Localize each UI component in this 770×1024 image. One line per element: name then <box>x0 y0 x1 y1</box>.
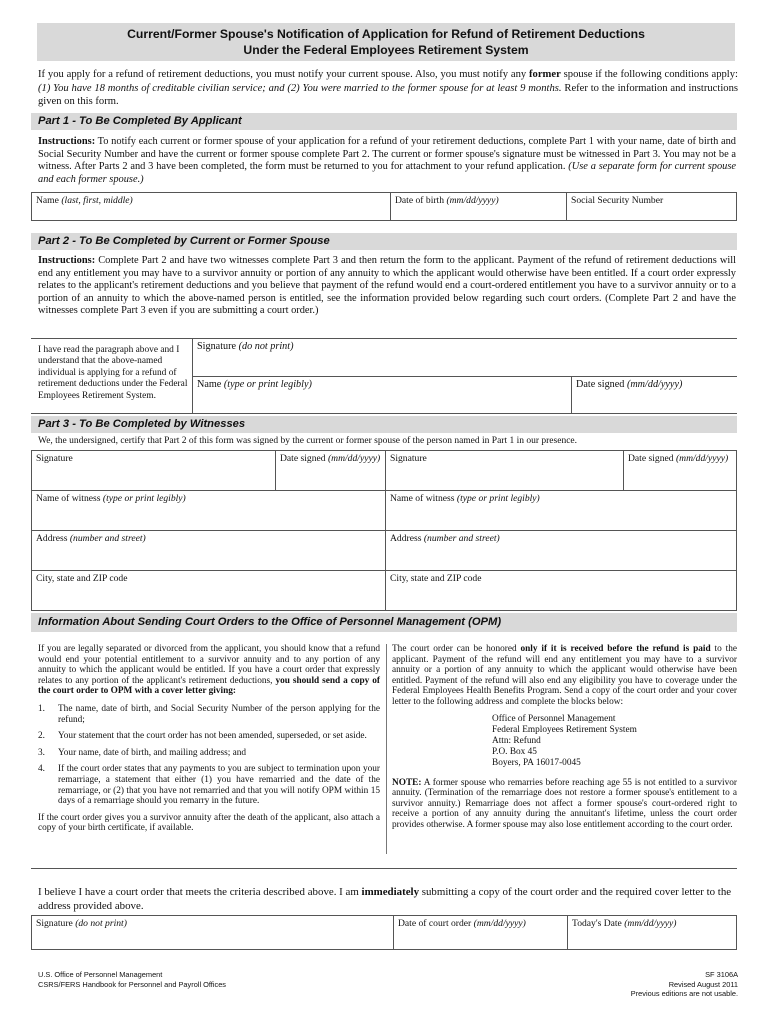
right-bold: only if it is received before the refund is paid <box>520 644 711 654</box>
revision-date: Revised August 2011 <box>668 979 738 989</box>
part2-instr-label: Instructions: <box>38 255 96 266</box>
court-order-left-column <box>38 644 380 834</box>
intro-bold-former: former <box>529 69 561 80</box>
list-item-text: Your statement that the court order has not been amended, superseded, or set aside. <box>58 731 367 742</box>
witness-certification: We, the undersigned, certify that Part 2 of this form was signed by the current or former spouse of the person named in Part 1 in our presence. <box>38 436 577 446</box>
acknowledgement-text: I have read the paragraph above and I understand that the above-named individual is applying for a refund of retirement deductions under the Federal Employees Retirement System. <box>38 345 188 401</box>
address-line: P.O. Box 45 <box>492 747 537 758</box>
witness1-signature-field[interactable] <box>32 451 276 491</box>
address-line: Attn: Refund <box>492 735 541 746</box>
intro-text-a: If you apply for a refund of retirement deductions, you must notify your current spouse. Also, you must notify any <box>38 69 530 80</box>
witness1-signature-label: Signature <box>36 453 73 464</box>
list-item-number: 4. <box>38 764 45 775</box>
left-intro-text: If you are legally separated or divorced from the applicant, you should know that a refund would end your potential entitlement to a survivor annuity and to any portion of any annuity to which the applicant would be entitled. If you have a court order that expressly relates to any portion of the applicant's retirement deductions, <box>38 644 380 686</box>
address-line: Boyers, PA 16017-0045 <box>492 758 581 769</box>
todays-date-hint: (mm/dd/yyyy) <box>624 918 677 929</box>
witness1-date-hint: (mm/dd/yyyy) <box>327 453 381 464</box>
spouse-date-hint: (mm/dd/yyyy) <box>626 379 683 390</box>
list-item <box>38 748 380 759</box>
part1-fields <box>31 192 737 221</box>
right-text-b: to the applicant. Payment of the refund will end any entitlement you may have to a survivor annuity or a portion of any annuity to which the applicant would otherwise have been entitled. Payment of the refund will also end any eligibility you have to coverage under the Federal Employees Health Benefits Program. Send a copy of the court order and your cover letter to the following address and complete the blocks below: <box>392 644 737 707</box>
spouse-name-hint: (type or print legibly) <box>223 379 312 390</box>
spouse-signature-hint: (do not print) <box>238 341 294 352</box>
part1-instr-text: To notify each current or former spouse of your application for a refund of your retirement deductions, complete Part 1 with your name, date of birth and Social Security Number and have the current or former spouse complete Part 2. The current or former spouse's signature must be witnessed in Part 3. You may not be a witness. After Parts 2 and 3 have been completed, the form must be returned to you for attachment to your refund application. <box>38 136 736 173</box>
witness1-date-field[interactable] <box>276 451 386 491</box>
applicant-ssn-field[interactable] <box>567 193 737 221</box>
witness2-address-hint: (number and street) <box>423 533 500 544</box>
spouse-date-signed-field[interactable] <box>571 377 737 414</box>
note-label: NOTE: <box>392 777 422 788</box>
list-item-number: 3. <box>38 747 45 758</box>
witness2-address-field[interactable] <box>386 531 737 571</box>
left-intro <box>38 644 380 697</box>
witness2-date-hint: (mm/dd/yyyy) <box>675 453 729 464</box>
list-item-number: 1. <box>38 703 45 714</box>
address-line: Federal Employees Retirement System <box>492 724 637 735</box>
intro-paragraph <box>38 68 738 109</box>
court-order-statement <box>38 885 738 913</box>
court-order-signature-label: Signature <box>36 918 73 929</box>
court-order-signature-field[interactable] <box>32 916 394 950</box>
right-text-a: The court order can be honored <box>392 644 521 654</box>
part2-instr-text: Complete Part 2 and have two witnesses complete Part 3 and then return the form to the applicant. Payment of the refund of retirement deductions will end any entitlement you may have to a survivor annuity or portion of any annuity to which the applicant would otherwise have been entitled. If a court order expressly relates to the applicant's retirement deductions and you believe that payment of the refund would end a court-ordered entitlement you have to a survivor annuity or to a portion of an annuity to which the above-named person is entitled, see the information provided below regarding such court orders. (Complete Part 2 and have the witnesses complete Part 3 even if you are submitting a court order.) <box>38 255 736 317</box>
part1-heading: Part 1 - To Be Completed By Applicant <box>31 113 737 130</box>
list-item <box>38 704 380 725</box>
applicant-name-label: Name <box>36 195 59 206</box>
right-paragraph <box>392 644 737 708</box>
note-text: A former spouse who remarries before reaching age 55 is not entitled to a survivor annuity. (Termination of the remarriage does not restore a former spouse's entitlement to a survivor annuity.) Remarriage does not affect a former spouse's court-ordered right to receive a portion of any annuity during the annuitant's lifetime, unless the court order provides otherwise. A former spouse may also lose entitlement according to the court order. <box>392 777 737 830</box>
part1-instr-label: Instructions: <box>38 136 96 147</box>
witness2-city-field[interactable] <box>386 571 737 611</box>
part2-heading: Part 2 - To Be Completed by Current or Former Spouse <box>31 233 737 250</box>
applicant-ssn-label: Social Security Number <box>571 195 664 206</box>
applicant-name-field[interactable] <box>32 193 391 221</box>
witness1-date-label: Date signed <box>280 453 326 464</box>
footer-right <box>631 970 738 999</box>
witness2-city-label: City, state and ZIP code <box>390 573 482 584</box>
witness2-date-label: Date signed <box>628 453 674 464</box>
witness2-name-field[interactable] <box>386 491 737 531</box>
part3-fields <box>31 450 737 611</box>
list-item <box>38 731 380 742</box>
spouse-signature-field[interactable] <box>192 339 737 377</box>
column-divider <box>386 644 387 854</box>
footer-handbook: CSRS/FERS Handbook for Personnel and Payroll Offices <box>38 979 227 989</box>
intro-conditions: (1) You have 18 months of creditable civilian service; and (2) You were married to the former spouse for at least 9 months. <box>38 82 562 94</box>
list-item-text: Your name, date of birth, and mailing address; and <box>58 747 247 758</box>
court-order-signature-hint: (do not print) <box>75 918 127 929</box>
part1-instructions <box>38 136 736 186</box>
witness1-address-hint: (number and street) <box>69 533 146 544</box>
footer-left <box>38 970 226 989</box>
belief-bold: immediately <box>361 886 420 898</box>
witness2-name-label: Name of witness <box>390 493 455 504</box>
list-item-text: The name, date of birth, and Social Security Number of the person applying for the refund; <box>58 703 380 725</box>
applicant-dob-field[interactable] <box>391 193 567 221</box>
spouse-date-label: Date signed <box>576 379 625 390</box>
applicant-dob-hint: (mm/dd/yyyy) <box>446 195 499 206</box>
todays-date-field[interactable] <box>568 916 737 950</box>
witness1-name-hint: (type or print legibly) <box>102 493 186 504</box>
opm-address <box>492 714 737 770</box>
edition-note: Previous editions are not usable. <box>630 989 738 999</box>
spouse-signature-label: Signature <box>197 341 237 352</box>
left-outro: If the court order gives you a survivor annuity after the death of the applicant, also attach a copy of your birth certificate, if available. <box>38 812 380 834</box>
belief-text-a: I believe I have a court order that meets the criteria described above. I am <box>38 886 362 898</box>
title-line-1: Current/Former Spouse's Notification of Application for Refund of Retirement Deductions <box>127 27 645 41</box>
court-order-date-field[interactable] <box>394 916 568 950</box>
witness1-address-label: Address <box>36 533 68 544</box>
form-title <box>37 23 735 61</box>
list-item-text: If the court order states that any payments to you are subject to termination upon your remarriage, a statement that either (1) you have remarried and the date of the remarriage, or (2) that you have not remarried and that you will notify OPM within 15 days of a remarriage should you remarry in the future. <box>58 764 380 807</box>
form-number: SF 3106A <box>705 970 738 979</box>
spouse-name-field[interactable] <box>192 377 571 414</box>
court-order-date-label: Date of court order <box>398 918 472 929</box>
witness2-address-label: Address <box>390 533 422 544</box>
witness1-city-field[interactable] <box>32 571 386 611</box>
part2-fields <box>31 338 737 414</box>
witness1-address-field[interactable] <box>32 531 386 571</box>
section-divider <box>31 868 737 869</box>
list-item-number: 2. <box>38 731 45 742</box>
witness2-signature-label: Signature <box>390 453 427 464</box>
note-paragraph <box>392 778 737 831</box>
intro-text-c: spouse if the following conditions apply: <box>560 69 738 80</box>
court-order-date-hint: (mm/dd/yyyy) <box>473 918 526 929</box>
court-order-fields <box>31 915 737 950</box>
witness2-date-field[interactable] <box>624 451 737 491</box>
footer-agency: U.S. Office of Personnel Management <box>38 970 163 979</box>
todays-date-label: Today's Date <box>572 918 622 929</box>
witness1-name-field[interactable] <box>32 491 386 531</box>
witness2-signature-field[interactable] <box>386 451 624 491</box>
requirements-list <box>38 704 380 807</box>
address-line: Office of Personnel Management <box>492 713 616 724</box>
spouse-name-label: Name <box>197 379 222 390</box>
court-order-right-column <box>392 644 737 831</box>
applicant-dob-label: Date of birth <box>395 195 445 206</box>
part2-instructions <box>38 255 736 318</box>
witness2-name-hint: (type or print legibly) <box>456 493 540 504</box>
intro-text-e: Refer to the information and instructions given on this form. <box>38 82 738 108</box>
witness1-city-label: City, state and ZIP code <box>36 573 128 584</box>
witness1-name-label: Name of witness <box>36 493 101 504</box>
title-line-2: Under the Federal Employees Retirement System <box>243 43 529 57</box>
part3-heading: Part 3 - To Be Completed by Witnesses <box>31 416 737 433</box>
left-intro-bold: you should send a copy of the court order to OPM with a cover letter giving: <box>38 675 380 697</box>
court-order-info-heading: Information About Sending Court Orders to the Office of Personnel Management (OPM) <box>31 613 737 632</box>
applicant-name-hint: (last, first, middle) <box>61 195 133 206</box>
belief-text-b: submitting a copy of the court order and the required cover letter to the address provided above. <box>38 886 732 912</box>
part1-instr-italic: (Use a separate form for current spouse and each former spouse.) <box>38 161 736 185</box>
list-item <box>38 764 380 806</box>
